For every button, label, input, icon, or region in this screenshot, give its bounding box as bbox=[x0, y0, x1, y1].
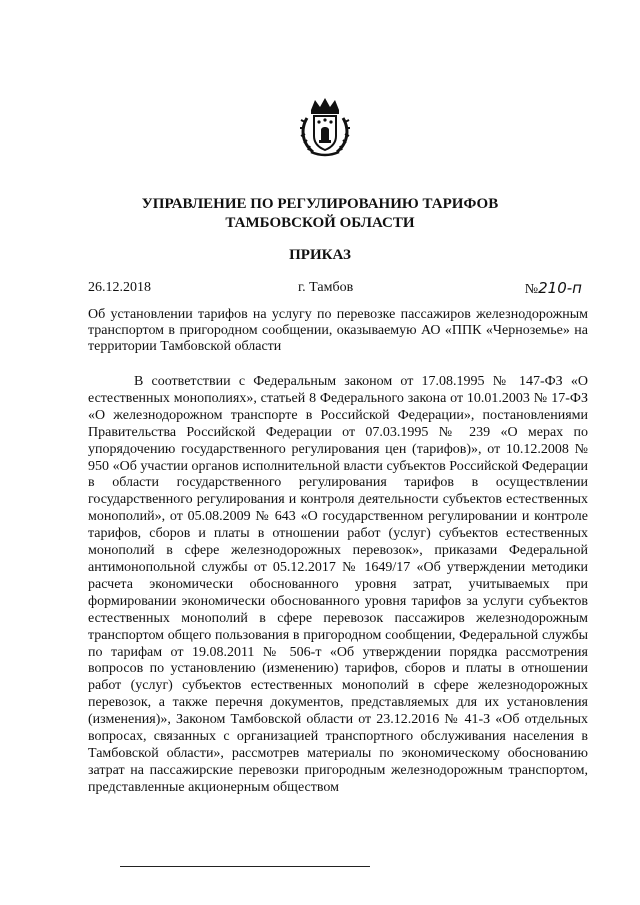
document-meta-row bbox=[88, 278, 592, 298]
tambov-coat-of-arms-icon bbox=[297, 96, 353, 158]
document-type-title: ПРИКАЗ bbox=[289, 247, 351, 263]
organization-title-line-1: УПРАВЛЕНИЕ ПО РЕГУЛИРОВАНИЮ ТАРИФОВ bbox=[141, 196, 499, 212]
document-date: 26.12.2018 bbox=[88, 280, 151, 295]
document-number-value: 210-п bbox=[538, 279, 582, 297]
document-subject: Об установлении тарифов на услугу по перевозке пассажиров железнодорожным транспортом в пригородном сообщении, оказываемую АО «ППК «Черноземье» на территории Тамбовской области bbox=[88, 307, 588, 354]
organization-title bbox=[100, 195, 540, 233]
document-number bbox=[525, 278, 582, 300]
document-number-label: № bbox=[524, 282, 539, 297]
document-body-paragraph: В соответствии с Федеральным законом от 17.08.1995 № 147-ФЗ «О естественных монополиях», статьей 8 Федерального закона от 10.01.2003 № 17-ФЗ «О железнодорожном транспорте в Российской Федерации», постановлениями Правительства Российской Федерации от 07.03.1995 № 239 «О мерах по упорядочению государственного регулирования цен (тарифов)», от 10.12.2008 № 950 «Об участии органов исполнительной власти субъектов Российской Федерации в области государственного регулирования тарифов в осуществлении государственного регулирования и контроля деятельности субъектов естественных монополий», от 05.08.2009 № 643 «О государственном регулировании и контроле тарифов, сборов и платы в отношении работ (услуг) субъектов естественных монополий в сфере железнодорожных перевозок», приказами Федеральной антимонопольной службы от 05.12.2017 № 1649/17 «Об утверждении методики расчета экономически обоснованного уровня затрат, учитываемых при формировании экономически обоснованного уровня тарифов за услуги субъектов естественных монополий в сфере перевозок пассажиров железнодорожным транспортом общего пользования в пригородном сообщении, Федеральной службы по тарифам от 19.08.2011 № 506-т «Об утверждении порядка рассмотрения вопросов по установлению (изменению) тарифов, сборов и платы в отношении работ (услуг) субъектов естественных монополий в сфере железнодорожных перевозок, а также перечня документов, представляемых для их установления (изменения)», Законом Тамбовской области от 23.12.2016 № 41-З «Об отдельных вопросах, связанных с организацией транспортного обслуживания населения в Тамбовской области», рассмотрев материалы по экономическому обоснованию затрат на пассажирские перевозки пригородным железнодорожным транспортом, представленные акционерным обществом bbox=[88, 374, 588, 795]
footer-divider bbox=[120, 866, 370, 867]
document-city: г. Тамбов bbox=[298, 280, 354, 295]
organization-title-line-2: ТАМБОВСКОЙ ОБЛАСТИ bbox=[225, 215, 415, 231]
